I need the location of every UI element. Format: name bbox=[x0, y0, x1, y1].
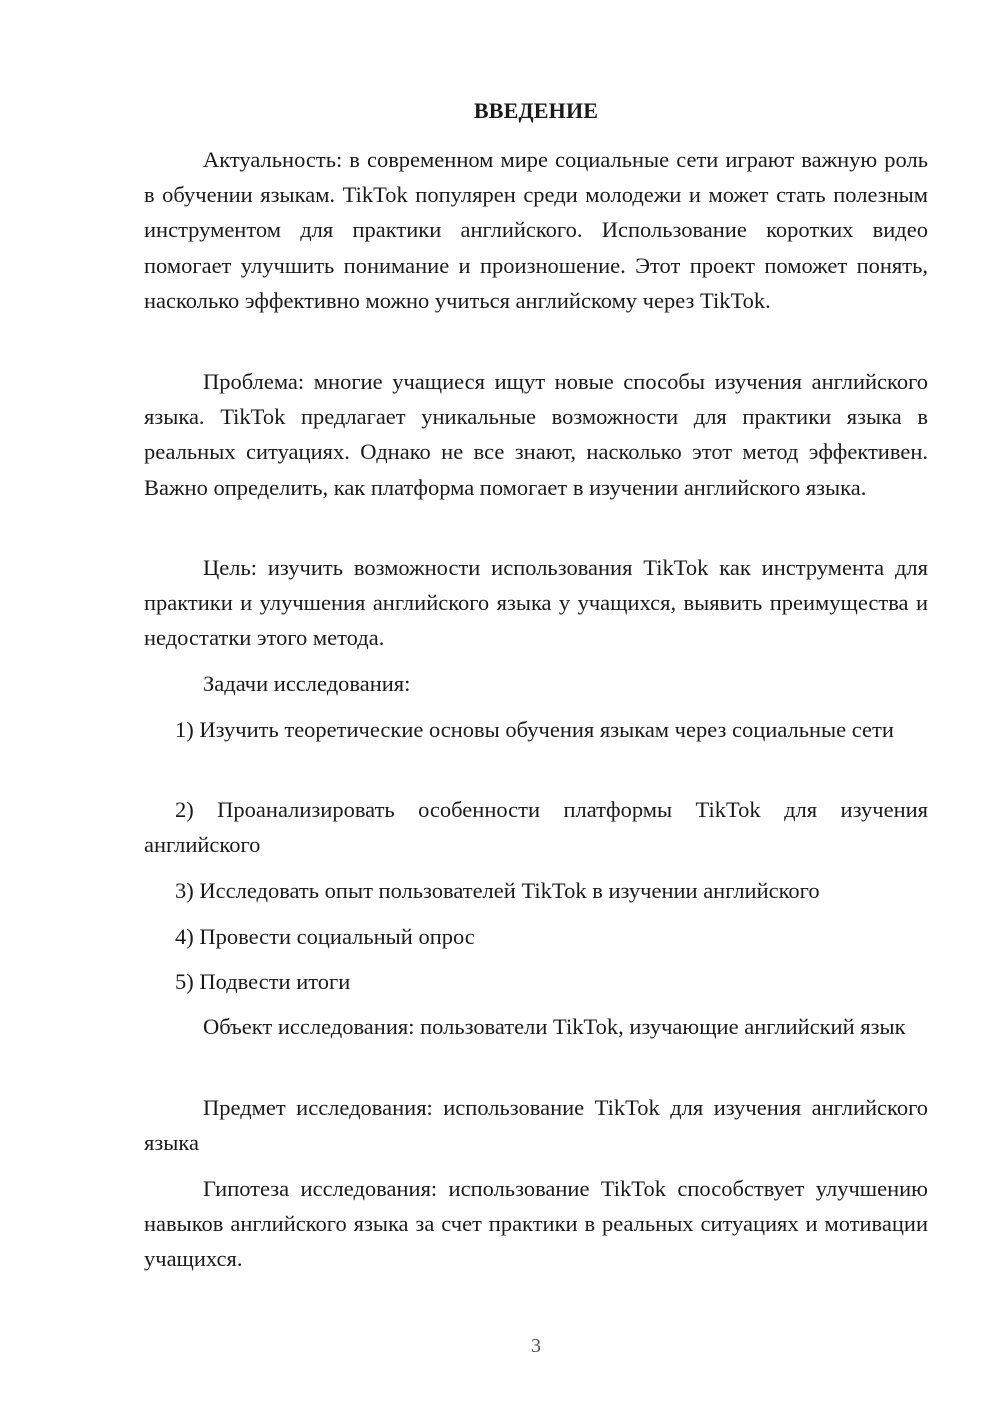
paragraph-subject: Предмет исследования: использование TikTok для изучения английского языка bbox=[144, 1095, 928, 1156]
task-item-4: 4) Провести социальный опрос bbox=[175, 924, 475, 949]
task-item-5: 5) Подвести итоги bbox=[175, 969, 351, 994]
paragraph-problem: Проблема: многие учащиеся ищут новые способы изучения английского языка. TikTok предлагает уникальные возможности для практики языка в реальных ситуациях. Однако не все знают, насколько этот метод эффективен. Важно определить, как платформа помогает в изучении английского языка. bbox=[144, 369, 928, 500]
paragraph-hypothesis: Гипотеза исследования: использование TikTok способствует улучшению навыков английского языка за счет практики в реальных ситуациях и мотивации учащихся. bbox=[144, 1176, 928, 1272]
task-item-2: 2) Проанализировать особенности платформы TikTok для изучения английского bbox=[144, 797, 928, 858]
page-title: ВВЕДЕНИЕ bbox=[473, 98, 599, 123]
paragraph-goal: Цель: изучить возможности использования TikTok как инструмента для практики и улучшения английского языка у учащихся, выявить преимущества и недостатки этого метода. bbox=[144, 555, 928, 651]
task-item-1: 1) Изучить теоретические основы обучения языкам через социальные сети bbox=[175, 717, 894, 742]
paragraph-object: Объект исследования: пользователи TikTok, изучающие английский язык bbox=[203, 1014, 906, 1039]
task-item-3: 3) Исследовать опыт пользователей TikTok в изучении английского bbox=[175, 878, 820, 903]
paragraph-relevance: Актуальность: в современном мире социальные сети играют важную роль в обучении языкам. TikTok популярен среди молодежи и может стать полезным инструментом для практики английского. Использование коротких видео помогает улучшить понимание и произношение. Этот проект поможет понять, насколько эффективно можно учиться английскому через TikTok. bbox=[144, 147, 928, 313]
tasks-title: Задачи исследования: bbox=[203, 671, 411, 696]
page-number: 3 bbox=[531, 1335, 541, 1357]
